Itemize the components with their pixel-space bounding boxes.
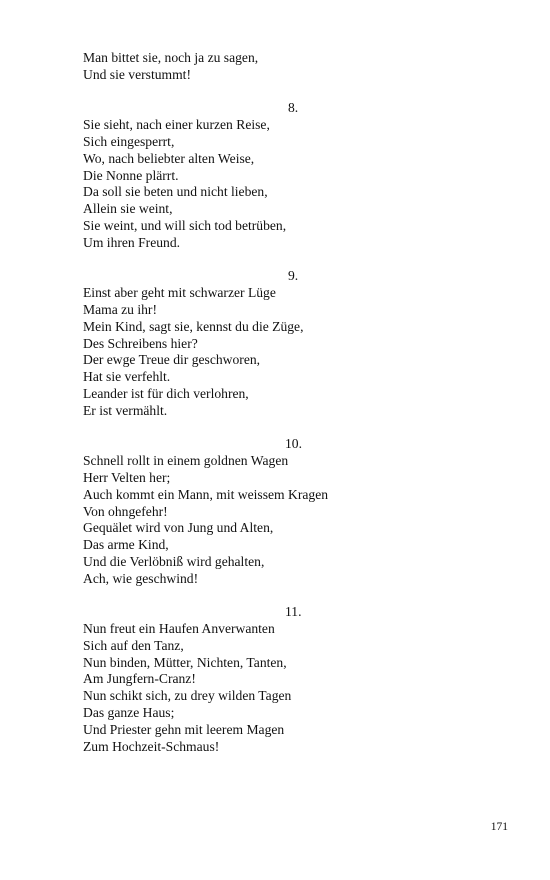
poem-line: Allein sie weint, bbox=[83, 201, 173, 217]
poem-line: Einst aber geht mit schwarzer Lüge bbox=[83, 285, 276, 301]
poem-line: Der ewge Treue dir geschworen, bbox=[83, 352, 261, 368]
poem-line: Sich eingesperrt, bbox=[83, 133, 175, 149]
stanza-number: 10. bbox=[285, 436, 302, 452]
poem-line: Da soll sie beten und nicht lieben, bbox=[83, 184, 268, 200]
poem-line: Sich auf den Tanz, bbox=[83, 637, 184, 653]
poem-line: Ach, wie geschwind! bbox=[83, 570, 199, 586]
poem-line: Sie weint, und will sich tod betrüben, bbox=[83, 217, 287, 233]
stanza-number: 8. bbox=[288, 100, 299, 116]
poem-line: Leander ist für dich verlohren, bbox=[83, 385, 249, 401]
stanza-9 bbox=[83, 268, 503, 419]
poem-line: Herr Velten her; bbox=[83, 469, 171, 485]
poem-line: Nun binden, Mütter, Nichten, Tanten, bbox=[83, 654, 287, 670]
poem-line: Er ist vermählt. bbox=[83, 402, 168, 418]
page-number: 171 bbox=[490, 821, 508, 833]
poem-line: Auch kommt ein Mann, mit weissem Kragen bbox=[83, 486, 329, 502]
stanza-number: 9. bbox=[288, 268, 299, 284]
stanza-10 bbox=[83, 436, 503, 587]
poem-line: Mein Kind, sagt sie, kennst du die Züge, bbox=[83, 318, 304, 334]
stanza-number: 11. bbox=[285, 604, 302, 620]
opening-lines bbox=[83, 50, 503, 84]
poem-line: Um ihren Freund. bbox=[83, 234, 181, 250]
poem-line: Nun freut ein Haufen Anverwanten bbox=[83, 621, 275, 637]
poem-line: Des Schreibens hier? bbox=[83, 335, 198, 351]
stanza-gap bbox=[83, 420, 503, 437]
stanza-8 bbox=[83, 100, 503, 251]
stanza-gap bbox=[83, 84, 503, 101]
poem-line: Und Priester gehn mit leerem Magen bbox=[83, 721, 285, 737]
poem-line: Die Nonne plärrt. bbox=[83, 167, 179, 183]
poem-line: Hat sie verfehlt. bbox=[83, 369, 171, 385]
poem-line: Sie sieht, nach einer kurzen Reise, bbox=[83, 117, 270, 133]
poem-line: Mama zu ihr! bbox=[83, 301, 157, 317]
poem-line: Schnell rollt in einem goldnen Wagen bbox=[83, 453, 289, 469]
poem-line: Am Jungfern-Cranz! bbox=[83, 671, 196, 687]
poem-line: Gequälet wird von Jung und Alten, bbox=[83, 520, 274, 536]
poem-line: Wo, nach beliebter alten Weise, bbox=[83, 150, 255, 166]
stanza-11 bbox=[83, 604, 503, 755]
poem-line: Man bittet sie, noch ja zu sagen, bbox=[83, 50, 259, 65]
poem-line: Und die Verlöbniß wird gehalten, bbox=[83, 553, 265, 569]
poem-line: Und sie verstummt! bbox=[83, 66, 191, 82]
stanza-gap bbox=[83, 588, 503, 605]
poem-line: Zum Hochzeit-Schmaus! bbox=[83, 738, 220, 754]
poem-text bbox=[83, 50, 503, 755]
poem-line: Das arme Kind, bbox=[83, 537, 169, 553]
poem-line: Von ohngefehr! bbox=[83, 503, 168, 519]
poem-line: Das ganze Haus; bbox=[83, 705, 175, 721]
poem-line: Nun schikt sich, zu drey wilden Tagen bbox=[83, 688, 292, 704]
stanza-gap bbox=[83, 252, 503, 269]
